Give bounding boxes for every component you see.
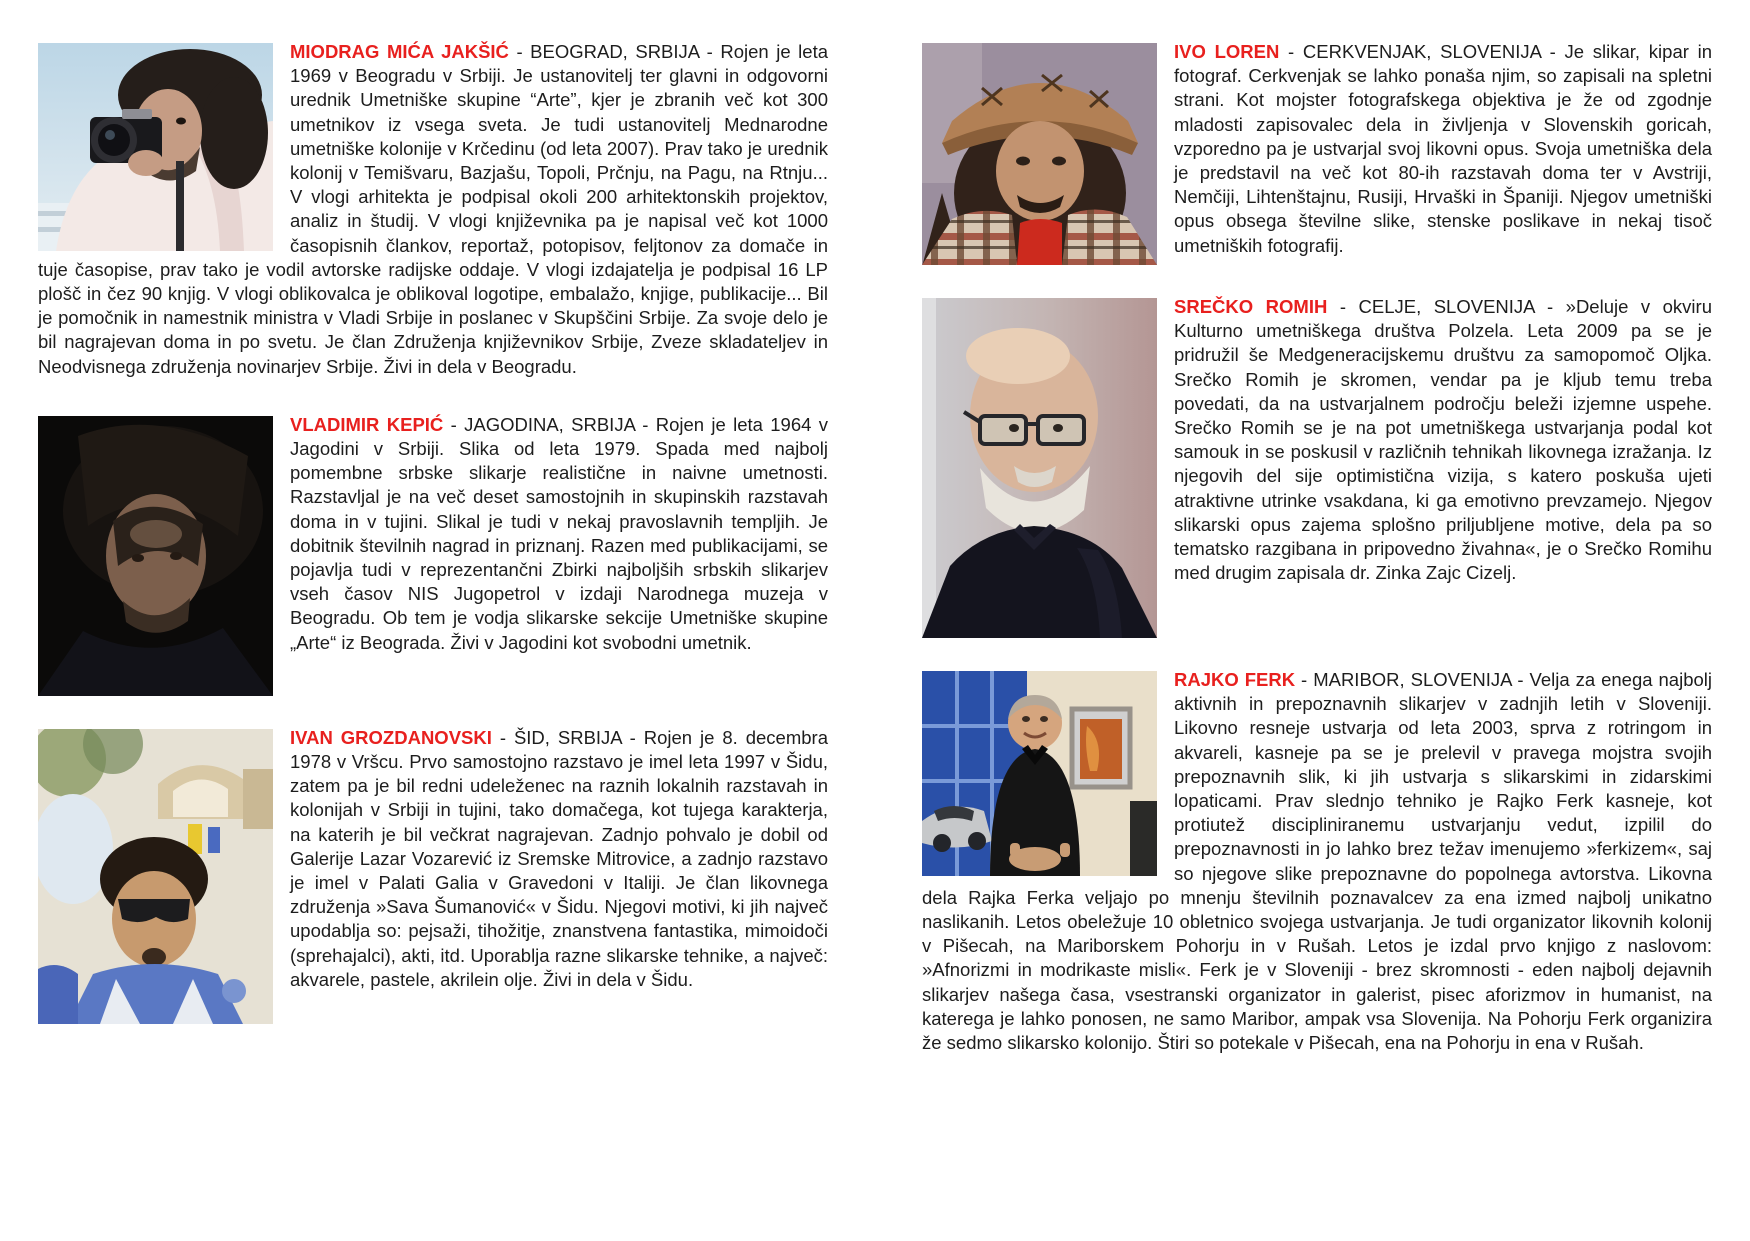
artist-bio-text: Rojen je leta 1969 v Beogradu v Srbiji. Je ustanovitelj ter glavni in odgovorni urednik Umetniške skupine “Arte”, kjer je zbranih več kot 300 umetnikov iz vsega sveta. Je tudi ustanovitelj Mednarodne umetniške kolonije v Krčedinu (od leta 2007). Prav tako je urednik kolonij v Temišvaru, Bazjašu, Topoli, Prčnju, na Pagu, na Rtnju... V vlogi arhitekta je podpisal okoli 200 arhitektonskih projektov, analiz in študij. V vlogi književnika pa je napisal več kot 1000 časopisnih člankov, reportaž, potopisov, feljtonov za domače in tuje časopise, prav tako je vodil avtorske radijske oddaje. V vlogi izdajatelja je podpisal 16 LP plošč in čez 90 knjig. V vlogi oblikovalca je oblikoval logotipe, embalažo, knjige, publikacije... Bil je pomočnik in namestnik ministra v Vladi Srbije in poslanec v Skupščini Srbije. Za svoje delo je bil nagrajevan doma in po svetu. Je član Združenja književnikov Srbije, Zveze skladateljev in Neodvisnega združenja novinarjev Srbije. Živi in dela v Beogradu. [38, 41, 829, 377]
right-column [922, 40, 1712, 1241]
artist-photo-ivan-grozdanovski [38, 729, 273, 1024]
artist-bio [290, 726, 828, 992]
artist-name: IVAN GROZDANOVSKI [290, 726, 492, 748]
artist-entry-vladimir-kepic [38, 413, 828, 696]
artist-photo-rajko-ferk [922, 671, 1157, 876]
artist-name: RAJKO FERK [1174, 669, 1296, 690]
artist-bio-text: Rojen je 8. decembra 1978 v Vršcu. Prvo samostojno razstavo je imel leta 1997 v Šidu, zatem pa je bil redni udeleženec na raznih lokalnih razstavah in kolonijah v Srbiji in tujini, tako domačega, kot tujega karakterja, na katerih je bil večkrat nagrajevan. Zadnjo pohvalo je dobil od Galerije Lazar Vozarević iz Sremske Mitrovice, a zadnjo razstavo je imel v Palati Galia v Gravedoni v Italiji. Je član likovnega združenja »Sava Šumanović« v Šidu. Njegovi motivi, ki jih največ upodablja so: pejsaži, tihožitje, znanstvena fantastika, mimoidoči (sprehajalci), akti, itd. Uporablja razne slikarske tehnike, a največ: akvarele, pastele, akrilein olje. Živi in dela v Šidu. [290, 726, 828, 990]
artist-bio [1174, 295, 1712, 585]
artist-bio-text: Je slikar, kipar in fotograf. Cerkvenjak se lahko ponaša njim, so zapisali na spletni strani. Kot mojster fotografskega objektiva je že od zgodnje mladosti zapisovalec dela in življenja v Slovenskih goricah, vzporedno pa je ustvarjal svoj likovni opus. Svoja umetniška dela je predstavil na več kot 80-ih razstavah doma ter v Avstriji, Nemčiji, Lihtenštajnu, Rusiji, Hrvaški in Španiji. Njegov umetniški opus obsega številne slike, stenske poslikave in nekaj tisoč umetniških fotografij. [1174, 41, 1713, 256]
artist-location: - JAGODINA, SRBIJA - [443, 413, 656, 435]
artist-entry-miodrag-jaksic [38, 40, 828, 379]
artist-location: - CELJE, SLOVENIJA - [1327, 296, 1566, 317]
artist-photo-srecko-romih [922, 298, 1157, 638]
artist-name: VLADIMIR KEPIĆ [290, 413, 444, 435]
artist-name: IVO LOREN [1174, 41, 1280, 62]
artist-bio-text: »Deluje v okviru Kulturno umetniškega društva Polzela. Leta 2009 pa se je pridružil še Medgeneracijskemu društvu za samopomoč Oljka. Srečko Romih je skromen, vendar pa je kljub temu treba povedati, da na ustvarjalnem področju beleži izjemne uspehe. Srečko Romih se je na pot umetniškega ustvarjanja podal kot samouk in se poskusil v različnih tehnikah likovnega izražanja. Iz njegovih del sije optimistična vizija, s katero poskuša ujeti atraktivne utrinke vsakdana, ki ga emotivno prevzamejo. Njegov slikarski opus zajema splošno priljubljene motive, dela pa so tematsko razgibana in pripovedno živahna«, je o Srečko Romihu med drugim zapisala dr. Zinka Zajc Cizelj. [1174, 296, 1712, 584]
artist-entry-ivo-loren [922, 40, 1712, 265]
artist-bio-text: Rojen je leta 1964 v Jagodini v Srbiji. Slika od leta 1979. Spada med najbolj pomembne srbske slikarje realistične in naivne umetnosti. Razstavljal je na več deset samostojnih in skupinskih razstavah doma in v tujini. Slikal je tudi v nekaj pravoslavnih templjih. Je dobitnik številnih nagrad in priznanj. Razen med publikacijami, se pojavlja tudi v reprezentančni Zbirki najboljših srbskih slikarjev vseh časov NIS Jugopetrol v izdaji Narodnega muzeja v Beogradu. Ob tem je vodja slikarske sekcije Umetniške skupine „Arte“ iz Beograda. Živi v Jagodini kot svobodni umetnik. [290, 413, 828, 653]
artist-photo-miodrag-jaksic [38, 43, 273, 251]
artist-photo-vladimir-kepic [38, 416, 273, 696]
artist-bio [1174, 40, 1712, 258]
artist-location: - ŠID, SRBIJA - [491, 726, 644, 748]
artist-photo-ivo-loren [922, 43, 1157, 265]
artist-name: MIODRAG MIĆA JAKŠIĆ [290, 41, 509, 62]
artist-name: SREČKO ROMIH [1174, 296, 1328, 317]
left-column [38, 40, 828, 1241]
artist-location: - CERKVENJAK, SLOVENIJA - [1279, 41, 1565, 62]
artist-location: - MARIBOR, SLOVENIJA - [1295, 669, 1530, 690]
artist-entry-ivan-grozdanovski [38, 726, 828, 1024]
artist-bio [290, 413, 828, 655]
artist-entry-srecko-romih [922, 295, 1712, 638]
artist-entry-rajko-ferk [922, 668, 1712, 1055]
artist-location: - BEOGRAD, SRBIJA - [508, 41, 721, 62]
artist-bio-text: Velja za enega najbolj aktivnih in prepoznavnih slikarjev v zadnjih letih v Sloveniji. Likovno resneje ustvarja od leta 2003, sprva z rotringom in akvareli, kasneje pa se je prelevil v pravega mojstra svojih prepoznavnih slik, ki jih ustvarja s slikarskimi in zidarskimi lopaticami. Prav slednjo tehniko je Rajko Ferk kasneje, kot protiutež discipliniranemu ustvarjanju vedut, izpilil do prepoznavnosti in jo lahko brez težav imenujemo »ferkizem«, saj so njegove slike prepoznavne do popolnega avtorstva. Likovna dela Rajka Ferka veljajo po mnenju številnih poznavalcev za ena izmed najbolj unikatno naslikanih. Letos obeležuje 10 obletnico svojega ustvarjanja. Je tudi organizator likovnih kolonij v Pišecah, na Mariborskem Pohorju in v Rušah. Letos je izdal prvo knjigo z naslovom: »Afnorizmi in modrikaste misli«. Ferk je v Sloveniji - brez skromnosti - eden najbolj dejavnih slikarjev našega časa, vsestranski organizator in galerist, pisec aforizmov in humanist, na katerega je lahko ponosen, ne samo Maribor, ampak vsa Slovenija. Na Pohorju Ferk organizira že sedmo slikarsko kolonijo. Štiri so potekale v Pišecah, ena na Pohorju in ena v Rušah. [922, 669, 1712, 1054]
